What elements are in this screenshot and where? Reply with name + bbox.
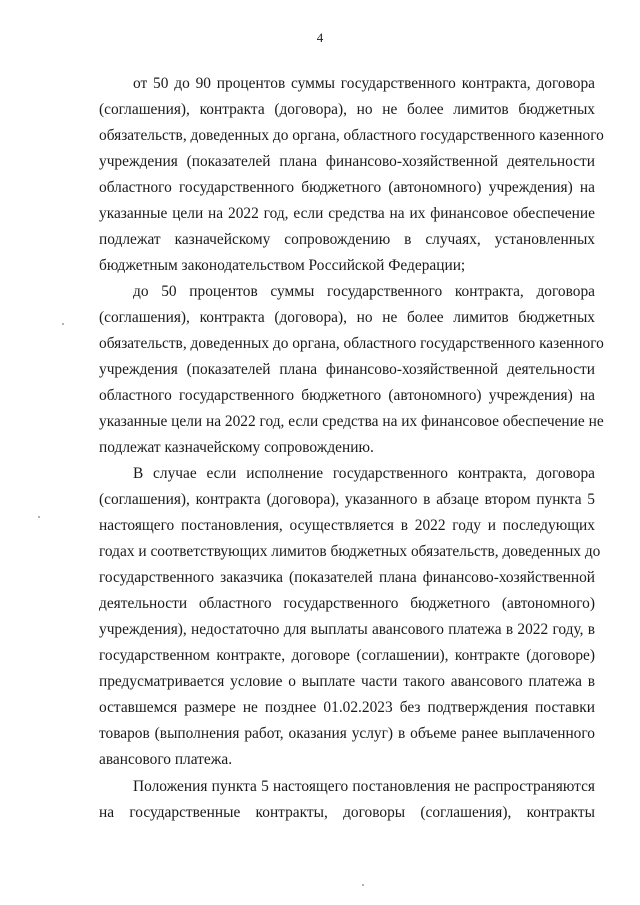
paragraph-1-line-3: обязательств, доведенных до органа, областного государственного казенного [99,127,604,144]
paragraph-3-line-12: авансового платежа. [99,751,233,768]
paragraph-2-line-5: областного государственного бюджетного (автономного) учреждения) на [99,387,595,404]
paragraph-3-line-11: товаров (выполнения работ, оказания услуг) в объеме ранее выплаченного [99,725,595,742]
paragraph-2-line-7: подлежат казначейскому сопровождению. [99,439,374,456]
paragraph-1-line-4: учреждения (показателей плана финансово-хозяйственной деятельности [99,153,595,170]
paragraph-1-line-6: указанные цели на 2022 год, если средства на их финансовое обеспечение [99,205,595,222]
paragraph-3-line-1: В случае если исполнение государственного контракта, договора [133,465,595,482]
paragraph-3-line-2: (соглашения), контракта (договора), указанного в абзаце втором пункта 5 [99,491,595,508]
paragraph-2-line-2: (соглашения), контракта (договора), но не более лимитов бюджетных [99,309,595,326]
paragraph-3-line-7: учреждения), недостаточно для выплаты авансового платежа в 2022 году, в [99,621,595,638]
paragraph-3-line-8: государственном контракте, договоре (соглашении), контракте (договоре) [99,647,595,664]
paragraph-1-line-1: от 50 до 90 процентов суммы государственного контракта, договора [133,75,595,92]
paragraph-1-line-2: (соглашения), контракта (договора), но не более лимитов бюджетных [99,101,595,118]
paragraph-3-line-3: настоящего постановления, осуществляется в 2022 году и последующих [99,517,595,534]
page-number: 4 [316,30,324,45]
paragraph-3-line-6: деятельности областного государственного бюджетного (автономного) [99,595,595,612]
paragraph-2-line-4: учреждения (показателей плана финансово-хозяйственной деятельности [99,361,595,378]
paragraph-4-line-2: на государственные контракты, договоры (соглашения), контракты [99,804,595,821]
paragraph-1-line-8: бюджетным законодательством Российской Федерации; [99,257,466,274]
paragraph-2-line-3: обязательств, доведенных до органа, областного государственного казенного [99,335,604,352]
paragraph-1-line-5: областного государственного бюджетного (автономного) учреждения) на [99,179,595,196]
paragraph-1-line-7: подлежат казначейскому сопровождению в случаях, установленных [99,231,595,248]
paragraph-3-line-9: предусматривается условие о выплате части такого авансового платежа в [99,673,595,690]
paragraph-2-line-6: указанные цели на 2022 год, если средства на их финансовое обеспечение не [99,413,604,430]
scan-speck [38,516,40,518]
paragraph-4-line-1: Положения пункта 5 настоящего постановления не распространяются [133,778,595,795]
paragraph-3-line-4: годах и соответствующих лимитов бюджетных обязательств, доведенных до [99,543,601,560]
scan-speck [362,884,364,886]
paragraph-3-line-5: государственного заказчика (показателей плана финансово-хозяйственной [99,569,595,586]
paragraph-2-line-1: до 50 процентов суммы государственного контракта, договора [133,283,595,300]
paragraph-3-line-10: оставшемся размере не позднее 01.02.2023 без подтверждения поставки [99,699,595,716]
scan-speck [62,323,64,325]
